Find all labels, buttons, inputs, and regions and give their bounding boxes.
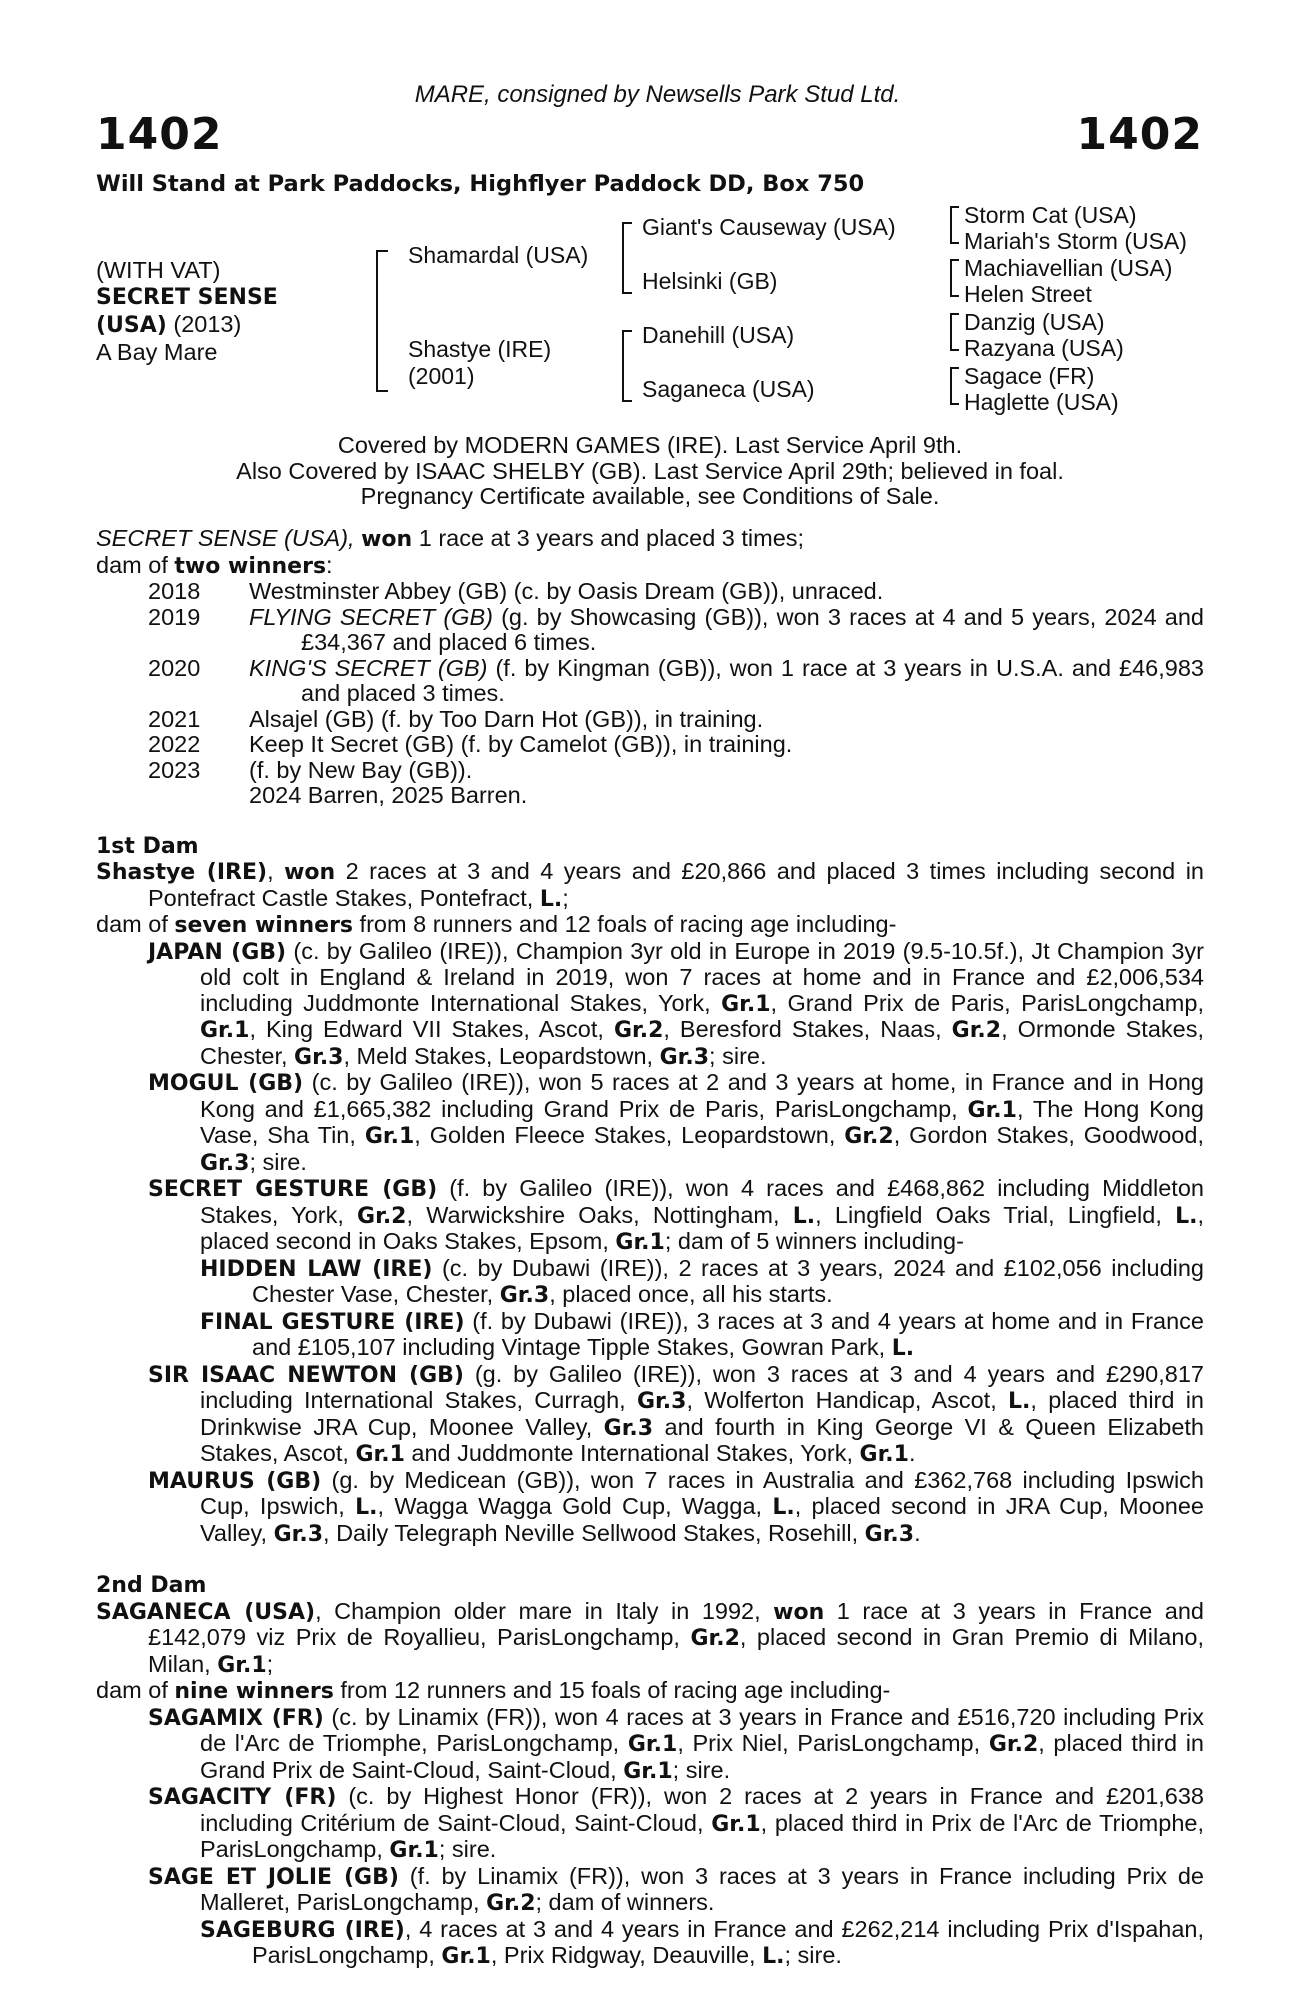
progeny-secret-gesture: SECRET GESTURE (GB) (f. by Galileo (IRE)), won 4 races and £468,862 including Middleton Stakes, York, Gr.2, Warwickshire Oaks, Nottingham, L., Lingfield Oaks Trial, Lingfield, L., placed second in Oaks Stakes, Epsom, Gr.1; dam of 5 winners including- [148,1175,1204,1255]
progeny-sageburg: SAGEBURG (IRE), 4 races at 3 and 4 years in France and £262,214 including Prix d'Ispahan, ParisLongchamp, Gr.1, Prix Ridgway, Deauville, L.; sire. [200,1915,1205,1969]
lot-number-left: 1402 [96,109,223,160]
horse-name: SECRET SENSE [96,285,278,310]
second-dam-heading: 2nd Dam [96,1573,207,1598]
first-dam-section [96,834,1204,1548]
brace-g4 [950,367,959,405]
produce-row: 2020 KING'S SECRET (GB) (f. by Kingman (GB)), won 1 race at 3 years in U.S.A. and £46,983 and placed 3 times. [148,654,1204,706]
produce-row: 2022 Keep It Secret (GB) (f. by Camelot (GB)), in training. [148,731,793,757]
horse-origin: (USA) [96,313,167,338]
produce-row: 2018 Westminster Abbey (GB) (c. by Oasis Dream (GB)), unraced. [148,578,884,604]
brace-g3 [950,313,959,351]
vat-note: (WITH VAT) [96,257,221,283]
second-dam-race-record: SAGANECA (USA), Champion older mare in Italy in 1992, won 1 race at 3 years in France and £142,079 viz Prix de Royallieu, ParisLongchamp, Gr.2, placed second in Gran Premio di Milano, Milan, Gr.1; [96,1597,1204,1678]
progeny-sagamix: SAGAMIX (FR) (c. by Linamix (FR)), won 4 races at 3 years in France and £516,720 including Prix de l'Arc de Triomphe, ParisLongchamp, Gr.1, Prix Niel, ParisLongchamp, Gr.2, placed third in Grand Prix de Saint-Cloud, Saint-Cloud, Gr.1; sire. [148,1703,1204,1784]
stand-location: Will Stand at Park Paddocks, Highflyer Paddock DD, Box 750 [96,171,865,197]
pedigree-g5: Danzig (USA) [964,309,1105,335]
intro-dam-of: dam of two winners: [96,551,333,579]
pedigree-dam-sire: Danehill (USA) [642,322,795,348]
progeny-mogul: MOGUL (GB) (c. by Galileo (IRE)), won 5 races at 2 and 3 years at home, in France and in Hong Kong and £1,665,382 including Grand Prix de Paris, ParisLongchamp, Gr.1, The Hong Kong Vase, Sha Tin, Gr.1, Golden Fleece Stakes, Leopardstown, Gr.2, Gordon Stakes, Goodwood, Gr.3; sire. [148,1069,1205,1176]
pedigree-dam-year: (2001) [408,363,475,389]
pedigree-g7: Sagace (FR) [964,363,1095,389]
produce-row: 2021 Alsajel (GB) (f. by Too Darn Hot (GB)), in training. [148,705,764,732]
pedigree-dam-dam: Saganeca (USA) [642,376,815,402]
lot-number-right: 1402 [1076,109,1203,160]
pedigree-g3: Machiavellian (USA) [964,255,1173,281]
horse-id [96,257,278,366]
covering-line-1: Covered by MODERN GAMES (IRE). Last Service April 9th. [337,432,963,458]
pedigree-g6: Razyana (USA) [964,335,1124,361]
catalogue-body [96,526,1204,1970]
first-dam-heading: 1st Dam [96,833,199,859]
brace-sire [622,222,632,294]
horse-description: A Bay Mare [96,339,218,365]
pedigree-g8: Haglette (USA) [964,389,1119,415]
first-dam-race-record: Shastye (IRE), won 2 races at 3 and 4 years and £20,866 and placed 3 times including second in Pontefract Castle Stakes, Pontefract, L.; [96,858,1204,912]
brace-gen1 [376,250,388,392]
consignor-line: MARE, consigned by Newsells Park Stud Ltd. [414,81,901,108]
progeny-sir-isaac-newton: SIR ISAAC NEWTON (GB) (g. by Galileo (IRE)), won 3 races at 3 and 4 years and £290,817 including International Stakes, Curragh, Gr.3, Wolferton Handicap, Ascot, L., placed third in Drinkwise JRA Cup, Moonee Valley, Gr.3 and fourth in King George VI & Queen Elizabeth Stakes, Ascot, Gr.1 and Juddmonte International Stakes, York, Gr.1. [148,1360,1205,1467]
pedigree-sire: Shamardal (USA) [408,242,589,268]
horse-year: (2013) [173,311,242,337]
produce-row: 2023 (f. by New Bay (GB)). [148,756,473,783]
produce-row: 2019 FLYING SECRET (GB) (g. by Showcasing (GB)), won 3 races at 4 and 5 years, 2024 and £34,367 and placed 6 times. [148,603,1205,655]
pedigree-sire-sire: Giant's Causeway (USA) [642,214,896,240]
progeny-maurus: MAURUS (GB) (g. by Medicean (GB)), won 7 races in Australia and £362,768 including Ipswich Cup, Ipswich, L., Wagga Wagga Gold Cup, Wagga, L., placed second in JRA Cup, Moonee Valley, Gr.3, Daily Telegraph Neville Sellwood Stakes, Rosehill, Gr.3. [148,1466,1204,1547]
covering-notes [96,433,1204,510]
covering-line-3: Pregnancy Certificate available, see Conditions of Sale. [360,483,940,509]
progeny-hidden-law: HIDDEN LAW (IRE) (c. by Dubawi (IRE)), 2 races at 3 years, 2024 and £102,056 including Chester Vase, Chester, Gr.3, placed once, all his starts. [200,1254,1204,1308]
pedigree-g4: Helen Street [964,281,1092,307]
progeny-sage-et-jolie: SAGE ET JOLIE (GB) (f. by Linamix (FR)), won 3 races at 3 years in France including Prix de Malleret, ParisLongchamp, Gr.2; dam of winners. [148,1862,1204,1916]
progeny-final-gesture: FINAL GESTURE (IRE) (f. by Dubawi (IRE)), 3 races at 3 and 4 years at home and in France and £105,107 including Vintage Tipple Stakes, Gowran Park, L. [200,1307,1204,1361]
produce-list [96,579,1204,809]
intro-line: SECRET SENSE (USA), won 1 race at 3 years and placed 3 times; [96,525,805,552]
brace-g1 [950,206,959,244]
progeny-sagacity: SAGACITY (FR) (c. by Highest Honor (FR)), won 2 races at 2 years in France and £201,638 including Critérium de Saint-Cloud, Saint-Cloud, Gr.1, placed third in Prix de l'Arc de Triomphe, ParisLongchamp, Gr.1; sire. [148,1783,1204,1863]
pedigree-g2: Mariah's Storm (USA) [964,228,1187,254]
covering-line-2: Also Covered by ISAAC SHELBY (GB). Last Service April 29th; believed in foal. [236,457,1064,484]
second-dam-produce-summary: dam of nine winners from 12 runners and 15 foals of racing age including- [96,1677,891,1704]
second-dam-section [96,1573,1204,1970]
pedigree-dam: Shastye (IRE) [408,336,552,362]
progeny-japan: JAPAN (GB) (c. by Galileo (IRE)), Champion 3yr old in Europe in 2019 (9.5-10.5f.), Jt Champion 3yr old colt in England & Ireland in 2019, won 7 races at home and in France and £2,006,534 including Juddmonte International Stakes, York, Gr.1, Grand Prix de Paris, ParisLongchamp, Gr.1, King Edward VII Stakes, Ascot, Gr.2, Beresford Stakes, Naas, Gr.2, Ormonde Stakes, Chester, Gr.3, Meld Stakes, Leopardstown, Gr.3; sire. [148,937,1205,1070]
first-dam-produce-summary: dam of seven winners from 8 runners and 12 foals of racing age including- [96,911,897,938]
brace-g2 [950,259,959,297]
pedigree-sire-dam: Helsinki (GB) [642,268,778,294]
brace-dam [622,330,632,402]
produce-row: 2024 Barren, 2025 Barren. [249,782,528,808]
pedigree-g1: Storm Cat (USA) [964,202,1137,228]
